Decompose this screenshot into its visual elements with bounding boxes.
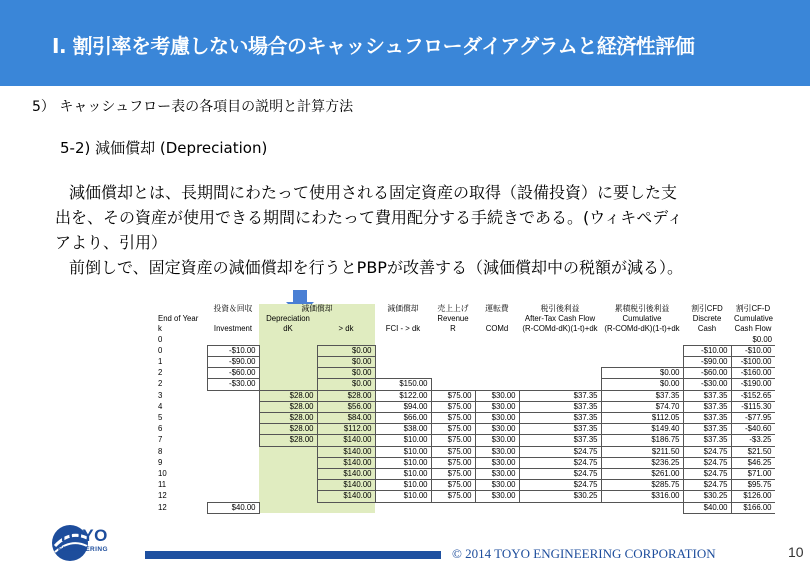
table-cell: $316.00 (601, 491, 683, 502)
table-row (155, 457, 775, 468)
table-cell: $28.00 (259, 413, 317, 424)
table-cell: $37.35 (683, 424, 731, 435)
table-cell (519, 345, 601, 356)
table-cell: $0.00 (752, 334, 772, 344)
table-cell: $28.00 (259, 435, 317, 446)
logo-wordmark: TOYO (58, 526, 108, 545)
table-cell (207, 335, 259, 346)
table-cell: $37.35 (519, 424, 601, 435)
table-cell: $30.00 (475, 457, 519, 468)
column-subheader: R (450, 324, 456, 334)
table-cell: 4 (158, 401, 163, 411)
table-row (155, 345, 775, 356)
paragraph-line-3: アより、引用） (55, 233, 168, 252)
table-cell: $10.00 (375, 491, 431, 502)
table-cell (475, 335, 519, 346)
table-cell: $150.00 (375, 379, 431, 390)
table-cell: $71.00 (731, 469, 775, 480)
table-body (155, 335, 775, 514)
table-cell: 11 (158, 480, 167, 490)
header-row-top (155, 304, 775, 314)
table-row (155, 491, 775, 502)
table-cell: $84.00 (317, 413, 375, 424)
table-cell: $140.00 (317, 480, 375, 491)
table-cell: $30.00 (475, 424, 519, 435)
table-cell: -$190.00 (731, 379, 775, 390)
column-subheader: (R-COMd-dK)(1-t)+dk (522, 324, 598, 334)
table-cell: 1 (158, 357, 163, 367)
top-header-depreciation: 減価償却 (259, 304, 375, 314)
table-cell: -$10.00 (683, 345, 731, 356)
table-cell: $140.00 (317, 435, 375, 446)
table-row (155, 502, 775, 513)
table-cell: $75.00 (431, 491, 475, 502)
table-cell: $37.35 (519, 401, 601, 412)
table-cell: $37.35 (519, 390, 601, 401)
paragraph-line-4: 前倒しで、固定資産の減価償却を行うとPBPが改善する（減価償却中の税額が減る）。 (69, 258, 683, 277)
table-cell (375, 357, 431, 368)
top-header: 減価償却 (387, 304, 419, 313)
table-row (155, 335, 775, 346)
table-cell: $75.00 (431, 413, 475, 424)
table-cell (475, 379, 519, 390)
table-cell (259, 368, 317, 379)
table-row (155, 424, 775, 435)
table-cell: $37.35 (519, 435, 601, 446)
table-cell (601, 502, 683, 513)
table-cell: -$90.00 (683, 357, 731, 368)
table-cell (431, 345, 475, 356)
table-cell: $30.00 (475, 390, 519, 401)
table-cell: $10.00 (375, 457, 431, 468)
table-cell (317, 502, 375, 513)
table-cell: $24.75 (683, 457, 731, 468)
table-cell: $186.75 (601, 435, 683, 446)
column-header: After-Tax Cash Flow (524, 314, 596, 324)
table-cell: $37.35 (601, 390, 683, 401)
table-cell (259, 379, 317, 390)
table-cell (259, 457, 317, 468)
table-cell: $0.00 (317, 379, 375, 390)
table-cell: $28.00 (259, 401, 317, 412)
table-cell (259, 491, 317, 502)
table-cell: -$30.00 (207, 379, 259, 390)
cash-flow-table (155, 304, 775, 537)
table-cell: $24.75 (519, 446, 601, 457)
table-cell: $122.00 (375, 390, 431, 401)
table-cell (431, 357, 475, 368)
column-subheader: Cash (697, 324, 717, 334)
table-cell: -$10.00 (731, 345, 775, 356)
table-cell: $24.75 (519, 457, 601, 468)
table-cell (519, 379, 601, 390)
table-cell: -$90.00 (207, 357, 259, 368)
top-header (155, 304, 207, 314)
slide-title: I. 割引率を考慮しない場合のキャッシュフローダイアグラムと経済性評価 (52, 34, 695, 58)
table-cell: $95.75 (731, 480, 775, 491)
table-cell: $46.25 (731, 457, 775, 468)
table-cell (207, 491, 259, 502)
table-cell (475, 502, 519, 513)
table-cell: $75.00 (431, 446, 475, 457)
table-cell (683, 335, 731, 346)
table-cell (601, 345, 683, 356)
table-cell: 6 (158, 424, 163, 434)
table-cell: $24.75 (683, 480, 731, 491)
table-cell: 3 (158, 390, 163, 400)
column-subheader: > dk (317, 324, 375, 334)
table-cell: $38.00 (375, 424, 431, 435)
table-cell (431, 335, 475, 346)
copyright: © 2014 TOYO ENGINEERING CORPORATION (452, 546, 716, 561)
column-header: Depreciation (259, 314, 317, 324)
table-row (155, 446, 775, 457)
table-cell (431, 502, 475, 513)
column-header: Cumulative (622, 314, 662, 324)
table-cell: $21.50 (731, 446, 775, 457)
table-cell (207, 457, 259, 468)
table-cell: $30.00 (475, 435, 519, 446)
subsection-heading: 5-2) 減価償却 (Depreciation) (60, 139, 268, 157)
table-cell (259, 469, 317, 480)
table-cell: -$40.60 (731, 424, 775, 435)
cash-flow-grid (155, 304, 775, 514)
table-cell: $37.35 (519, 413, 601, 424)
top-header: 運転費 (485, 304, 509, 313)
table-cell (207, 480, 259, 491)
table-cell: -$60.00 (207, 368, 259, 379)
table-cell (519, 502, 601, 513)
table-cell: $74.70 (601, 401, 683, 412)
table-cell: $24.75 (519, 480, 601, 491)
table-cell: $37.35 (683, 401, 731, 412)
table-cell: -$77.95 (731, 413, 775, 424)
table-cell (259, 502, 317, 513)
column-header: Discrete (692, 314, 722, 324)
table-cell: -$60.00 (683, 368, 731, 379)
table-cell: 8 (158, 446, 163, 456)
table-cell: $166.00 (731, 502, 775, 513)
table-row (155, 368, 775, 379)
table-row (155, 357, 775, 368)
table-cell: -$115.30 (731, 401, 775, 412)
table-cell: $40.00 (207, 502, 259, 513)
table-cell: $30.25 (519, 491, 601, 502)
table-cell: $94.00 (375, 401, 431, 412)
table-cell: $24.75 (683, 446, 731, 457)
table-cell: $126.00 (731, 491, 775, 502)
table-cell (317, 335, 375, 346)
table-cell (207, 401, 259, 412)
table-cell: 12 (158, 491, 167, 501)
table-cell: $24.75 (519, 469, 601, 480)
table-cell: $261.00 (601, 469, 683, 480)
column-header (207, 314, 259, 324)
column-header (317, 314, 375, 324)
table-cell (375, 502, 431, 513)
table-cell: 10 (158, 469, 167, 479)
table-cell: $0.00 (601, 379, 683, 390)
table-cell: 2 (158, 379, 163, 389)
table-cell: $30.00 (475, 413, 519, 424)
table-cell (519, 368, 601, 379)
table-cell: $28.00 (259, 424, 317, 435)
table-cell: $75.00 (431, 390, 475, 401)
body-paragraph (55, 180, 795, 280)
table-cell (259, 357, 317, 368)
table-cell: $75.00 (431, 480, 475, 491)
table-cell (431, 368, 475, 379)
table-cell: $0.00 (317, 345, 375, 356)
table-cell: $66.00 (375, 413, 431, 424)
table-cell: 0 (158, 345, 163, 355)
column-subheader: Investment (213, 324, 253, 334)
table-cell: $37.35 (683, 413, 731, 424)
column-header (375, 314, 431, 324)
table-cell: $75.00 (431, 457, 475, 468)
table-cell (259, 345, 317, 356)
table-row (155, 379, 775, 390)
column-subheader: (R-COMd-dK)(1-t)+dk (604, 324, 680, 334)
column-header (475, 314, 519, 324)
table-cell: $30.00 (475, 469, 519, 480)
table-cell: $75.00 (431, 435, 475, 446)
table-cell: $28.00 (259, 390, 317, 401)
table-cell: $0.00 (601, 368, 683, 379)
table-cell: $236.25 (601, 457, 683, 468)
table-cell (207, 390, 259, 401)
top-header: 売上上げ (437, 304, 469, 313)
table-cell: $10.00 (375, 480, 431, 491)
paragraph-line-1: 減価償却とは、長期間にわたって使用される固定資産の取得（設備投資）に要した支 (69, 183, 678, 202)
table-cell: -$10.00 (207, 345, 259, 356)
table-cell: $0.00 (317, 368, 375, 379)
table-cell: $112.05 (601, 413, 683, 424)
table-cell: $24.75 (683, 469, 731, 480)
table-cell: $10.00 (375, 469, 431, 480)
column-header: End of Year (158, 314, 199, 324)
table-cell: $140.00 (317, 469, 375, 480)
table-cell (475, 345, 519, 356)
title-banner (0, 0, 810, 86)
table-cell: $140.00 (317, 457, 375, 468)
top-header: 割引CFD (691, 304, 723, 313)
table-cell: 5 (158, 413, 163, 423)
table-cell: $285.75 (601, 480, 683, 491)
column-header: Revenue (437, 314, 469, 324)
table-cell: $75.00 (431, 424, 475, 435)
table-cell: $30.00 (475, 491, 519, 502)
table-cell (207, 446, 259, 457)
footer-bar (145, 551, 441, 559)
table-cell: $40.00 (683, 502, 731, 513)
table-row (155, 469, 775, 480)
column-subheader: k (158, 324, 162, 334)
table-row (155, 390, 775, 401)
table-cell: 2 (158, 368, 163, 378)
table-cell: -$160.00 (731, 368, 775, 379)
page-number: 10 (788, 544, 804, 560)
column-subheader: Cash Flow (734, 324, 772, 334)
top-header: 割引CF-D (735, 304, 771, 313)
table-row (155, 401, 775, 412)
table-cell (519, 335, 601, 346)
table-cell: 0 (158, 334, 163, 344)
table-cell (259, 335, 317, 346)
table-cell: $0.00 (317, 357, 375, 368)
table-cell (259, 446, 317, 457)
top-header: 投資＆回収 (213, 304, 253, 313)
table-cell (475, 357, 519, 368)
table-cell (375, 345, 431, 356)
table-cell: $149.40 (601, 424, 683, 435)
table-cell: $75.00 (431, 401, 475, 412)
table-cell (259, 480, 317, 491)
table-cell: $30.00 (475, 401, 519, 412)
table-cell: 9 (158, 457, 163, 467)
table-cell (375, 368, 431, 379)
table-cell: $112.00 (317, 424, 375, 435)
table-cell: $30.00 (475, 446, 519, 457)
column-subheader: COMd (485, 324, 509, 334)
table-cell: $37.35 (683, 435, 731, 446)
table-row (155, 413, 775, 424)
table-cell: -$3.25 (731, 435, 775, 446)
column-header: Cumulative (734, 314, 773, 324)
table-cell: $140.00 (317, 491, 375, 502)
table-cell: $140.00 (317, 446, 375, 457)
table-cell: $10.00 (375, 446, 431, 457)
table-cell: $211.50 (601, 446, 683, 457)
table-cell: $56.00 (317, 401, 375, 412)
table-cell (375, 335, 431, 346)
table-cell: -$152.65 (731, 390, 775, 401)
table-cell (207, 469, 259, 480)
table-cell: 7 (158, 435, 163, 445)
logo-subtitle: ENGINEERING (58, 546, 108, 553)
header-row-1 (155, 314, 775, 324)
table-cell: $28.00 (317, 390, 375, 401)
table-cell: $37.35 (683, 390, 731, 401)
table-cell: -$30.00 (683, 379, 731, 390)
table-cell (207, 424, 259, 435)
table-cell (519, 357, 601, 368)
table-cell: $75.00 (431, 469, 475, 480)
section-heading: 5） キャッシュフロー表の各項目の説明と計算方法 (32, 99, 354, 115)
table-cell: $30.25 (683, 491, 731, 502)
table-row (155, 435, 775, 446)
table-cell (207, 435, 259, 446)
header-row-2 (155, 324, 775, 334)
table-cell: $30.00 (475, 480, 519, 491)
table-cell (475, 368, 519, 379)
table-cell: $10.00 (375, 435, 431, 446)
table-row (155, 480, 775, 491)
table-cell (601, 357, 683, 368)
table-cell (207, 413, 259, 424)
top-header: 累積税引後利益 (614, 304, 670, 313)
table-cell: -$100.00 (731, 357, 775, 368)
table-cell (601, 335, 683, 346)
table-cell (431, 379, 475, 390)
table-cell: 12 (158, 502, 167, 512)
paragraph-line-2: 出を、その資産が使用できる期間にわたって費用配分する手続きである。(ウィキペディ (55, 208, 684, 227)
column-subheader: FCI - > dk (385, 324, 421, 334)
column-subheader: dK (259, 324, 317, 334)
top-header: 税引後利益 (540, 304, 580, 313)
